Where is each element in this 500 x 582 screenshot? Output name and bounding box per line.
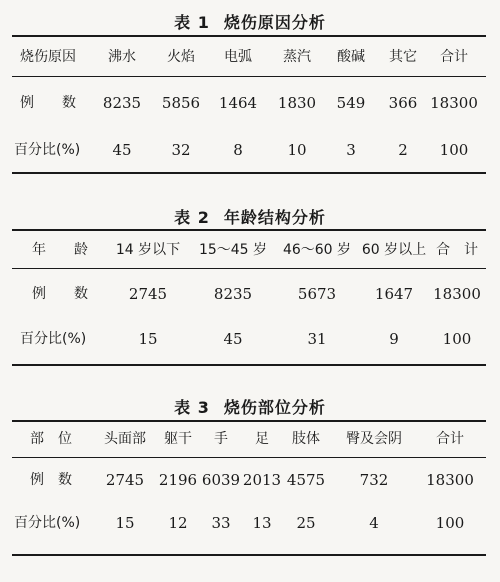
table-1-cell: 8235: [102, 94, 142, 112]
table-1-cell: 45: [112, 141, 132, 159]
table-3-cell: 732: [359, 471, 389, 489]
table-2-header-cell: 年 龄: [32, 242, 88, 258]
table-2-header-cell: 46～60 岁: [282, 242, 352, 258]
table-1-cell: 32: [171, 141, 191, 159]
table-3-cell: 6039: [201, 471, 241, 489]
table-1-cell: 10: [287, 141, 307, 159]
table-2-cell: 31: [307, 330, 327, 348]
table-3-header-cell: 肢体: [292, 431, 320, 447]
table-3-row: [12, 470, 486, 490]
table-2-cell: 18300: [433, 285, 481, 303]
table-3-cell: 4575: [286, 471, 326, 489]
table-3-bottom-rule: [12, 554, 486, 556]
table-3-cell: 18300: [426, 471, 474, 489]
table-3-cell: 12: [168, 514, 188, 532]
table-1-header-cell: 电弧: [224, 49, 252, 65]
table-3-cell: 2196: [158, 471, 198, 489]
table-3-row: [12, 513, 486, 533]
table-3-header-row: [12, 429, 486, 449]
table-3-row-label: 例 数: [30, 472, 72, 488]
table-3-header-cell: 部 位: [30, 431, 72, 447]
table-2-header-cell: 合 计: [436, 242, 478, 258]
table-1-header-cell: 沸水: [108, 49, 136, 65]
table-2-cell: 5673: [297, 285, 337, 303]
table-2-cell: 15: [138, 330, 158, 348]
table-1-header-cell: 火焰: [167, 49, 195, 65]
table-3-cell: 100: [435, 514, 465, 532]
table-3-header-cell: 臀及会阴: [346, 431, 402, 447]
table-1-cell: 2: [398, 141, 408, 159]
table-1-cell: 18300: [430, 94, 478, 112]
table-1-cell: 100: [439, 141, 469, 159]
table-1-cell: 1464: [218, 94, 258, 112]
table-2-row-label: 例 数: [32, 286, 88, 302]
table-3-header-cell: 头面部: [104, 431, 146, 447]
table-1-cell: 8: [233, 141, 243, 159]
table-1-cell: 1830: [277, 94, 317, 112]
table-2-cell: 1647: [374, 285, 414, 303]
table-1-cell: 5856: [161, 94, 201, 112]
table-2-cell: 100: [442, 330, 472, 348]
table-3-cell: 4: [369, 514, 379, 532]
table-1-cell: 3: [346, 141, 356, 159]
table-2-header-cell: 14 岁以下: [115, 242, 181, 258]
table-3-row-label: 百分比(%): [14, 515, 81, 531]
table-1-caption: 烧伤原因分析: [223, 13, 326, 32]
table-3-cell: 13: [252, 514, 272, 532]
table-3-header-rule: [12, 457, 486, 458]
table-1-header-cell: 酸碱: [337, 49, 365, 65]
table-1-cell: 366: [388, 94, 418, 112]
table-3-cell: 15: [115, 514, 135, 532]
table-3-cell: 2013: [242, 471, 282, 489]
table-2-cell: 45: [223, 330, 243, 348]
table-2-header-cell: 60 岁以上: [361, 242, 427, 258]
table-3-cell: 33: [211, 514, 231, 532]
table-2-caption: 年龄结构分析: [223, 208, 326, 227]
table-3-top-rule: [12, 420, 486, 422]
table-2-number: 表 2: [174, 208, 210, 227]
table-1-header-cell: 蒸汽: [283, 49, 311, 65]
table-2-cell: 2745: [128, 285, 168, 303]
table-3-title: [0, 395, 500, 418]
table-3-header-cell: 合计: [436, 431, 464, 447]
table-3-cell: 2745: [105, 471, 145, 489]
table-1-number: 表 1: [174, 13, 210, 32]
table-2-row-label: 百分比(%): [20, 331, 87, 347]
table-1-header-cell: 烧伤原因: [20, 49, 76, 65]
table-3-number: 表 3: [174, 398, 210, 417]
table-1-row-label: 例 数: [20, 95, 76, 111]
table-3-header-cell: 足: [255, 431, 269, 447]
table-1-header-cell: 其它: [389, 49, 417, 65]
table-2-cell: 8235: [213, 285, 253, 303]
table-2-cell: 9: [389, 330, 399, 348]
table-3-cell: 25: [296, 514, 316, 532]
table-1-cell: 549: [336, 94, 366, 112]
table-3-caption: 烧伤部位分析: [223, 398, 326, 417]
table-1-row-label: 百分比(%): [14, 142, 81, 158]
table-3-header-cell: 躯干: [164, 431, 192, 447]
table-3-header-cell: 手: [214, 431, 228, 447]
table-2-header-cell: 15～45 岁: [198, 242, 268, 258]
table-1-header-cell: 合计: [440, 49, 468, 65]
